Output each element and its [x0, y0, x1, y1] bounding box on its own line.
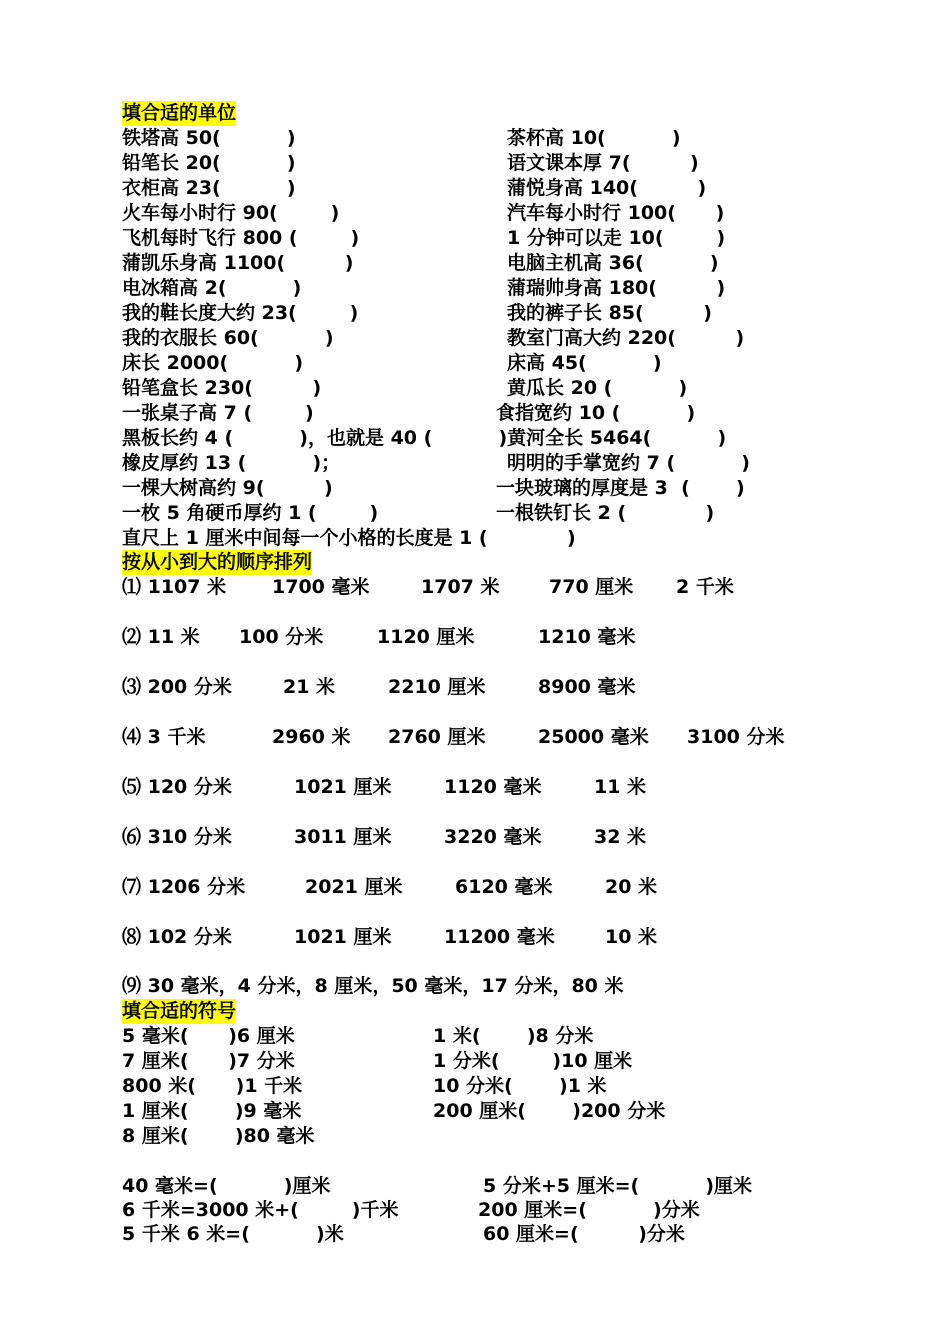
question-line: 5 毫米( )6 厘米 [122, 1025, 295, 1047]
ordering-item: 1021 厘米 [294, 776, 392, 798]
section-title-ordering: 按从小到大的顺序排列 [122, 551, 313, 573]
ordering-item: 8900 毫米 [538, 676, 636, 698]
ordering-item: 2 千米 [676, 576, 734, 598]
question-line: 蒲悦身高 140( ) [507, 177, 707, 199]
section-title-units: 填合适的单位 [122, 102, 237, 124]
question-line: 直尺上 1 厘米中间每一个小格的长度是 1 ( ) [122, 527, 576, 549]
question-line: 飞机每时飞行 800 ( ) [122, 227, 360, 249]
ordering-item: 100 分米 [239, 626, 324, 648]
question-line: 8 厘米( )80 毫米 [122, 1125, 315, 1147]
question-line: 火车每小时行 90( ) [122, 202, 340, 224]
ordering-row: ⑼ 30 毫米，4 分米，8 厘米，50 毫米，17 分米，80 米 [122, 975, 624, 997]
question-line: 我的鞋长度大约 23( ) [122, 302, 359, 324]
ordering-item: 1707 米 [421, 576, 500, 598]
question-line: 床长 2000( ) [122, 352, 304, 374]
ordering-item: ⑹ 310 分米 [122, 826, 232, 848]
question-line: 铁塔高 50( ) [122, 127, 296, 149]
ordering-item: 1120 厘米 [377, 626, 475, 648]
question-line: 床高 45( ) [507, 352, 662, 374]
ordering-item: ⑵ 11 米 [122, 626, 200, 648]
question-line: 黄瓜长 20 ( ) [507, 377, 688, 399]
ordering-item: 10 米 [605, 926, 658, 948]
ordering-item: ⑻ 102 分米 [122, 926, 232, 948]
ordering-item: ⑺ 1206 分米 [122, 876, 246, 898]
question-line: 200 厘米( )200 分米 [433, 1100, 666, 1122]
question-line: 200 厘米=( )分米 [478, 1199, 700, 1221]
question-line: 衣柜高 23( ) [122, 177, 296, 199]
question-line: 铅笔盒长 230( ) [122, 377, 322, 399]
question-line: 铅笔长 20( ) [122, 152, 296, 174]
question-line: 橡皮厚约 13 ( )； [122, 452, 341, 474]
ordering-item: 770 厘米 [549, 576, 634, 598]
ordering-item: 1021 厘米 [294, 926, 392, 948]
question-line: 10 分米( )1 米 [433, 1075, 607, 1097]
question-line: 6 千米=3000 米+( )千米 [122, 1199, 399, 1221]
ordering-item: 32 米 [594, 826, 647, 848]
question-line: 1 米( )8 分米 [433, 1025, 594, 1047]
question-line: 一根铁钉长 2 ( ) [496, 502, 715, 524]
question-line: 蒲瑞帅身高 180( ) [507, 277, 726, 299]
question-line: 食指宽约 10 ( ) [496, 402, 696, 424]
question-line: 语文课本厚 7( ) [507, 152, 699, 174]
question-line: 1 厘米( )9 毫米 [122, 1100, 302, 1122]
ordering-item: 6120 毫米 [455, 876, 553, 898]
ordering-item: 1700 毫米 [272, 576, 370, 598]
ordering-item: 2760 厘米 [388, 726, 486, 748]
ordering-item: ⑷ 3 千米 [122, 726, 206, 748]
question-line: 40 毫米=( )厘米 [122, 1175, 331, 1197]
ordering-item: 2021 厘米 [305, 876, 403, 898]
question-line: 1 分米( )10 厘米 [433, 1050, 633, 1072]
section-title-symbols: 填合适的符号 [122, 1000, 237, 1022]
ordering-item: 21 米 [283, 676, 336, 698]
ordering-item: 3100 分米 [687, 726, 785, 748]
ordering-item: 1210 毫米 [538, 626, 636, 648]
question-line: 教室门高大约 220( ) [507, 327, 745, 349]
ordering-item: 11200 毫米 [444, 926, 555, 948]
ordering-item: 3011 厘米 [294, 826, 392, 848]
question-line: 800 米( )1 千米 [122, 1075, 303, 1097]
question-line: 我的裤子长 85( ) [507, 302, 712, 324]
question-line: 7 厘米( )7 分米 [122, 1050, 295, 1072]
question-line: 我的衣服长 60( ) [122, 327, 334, 349]
question-line: 茶杯高 10( ) [507, 127, 681, 149]
ordering-item: 20 米 [605, 876, 658, 898]
ordering-item: ⑴ 1107 米 [122, 576, 227, 598]
ordering-item: 3220 毫米 [444, 826, 542, 848]
ordering-item: 2210 厘米 [388, 676, 486, 698]
question-line: 1 分钟可以走 10( ) [507, 227, 726, 249]
ordering-item: 25000 毫米 [538, 726, 649, 748]
ordering-item: ⑸ 120 分米 [122, 776, 232, 798]
ordering-item: ⑶ 200 分米 [122, 676, 232, 698]
question-line: 5 分米+5 厘米=( )厘米 [483, 1175, 753, 1197]
question-line: 一块玻璃的厚度是 3 ( ) [496, 477, 745, 499]
question-line: 黑板长约 4 ( )，也就是 40 ( )黄河全长 5464( ) [122, 427, 727, 449]
ordering-item: 1120 毫米 [444, 776, 542, 798]
question-line: 5 千米 6 米=( )米 [122, 1223, 344, 1245]
question-line: 一张桌子高 7 ( ) [122, 402, 314, 424]
question-line: 明明的手掌宽约 7 ( ) [507, 452, 750, 474]
question-line: 汽车每小时行 100( ) [507, 202, 725, 224]
question-line: 电脑主机高 36( ) [507, 252, 719, 274]
ordering-item: 2960 米 [272, 726, 351, 748]
ordering-item: 11 米 [594, 776, 647, 798]
question-line: 一枚 5 角硬币厚约 1 ( ) [122, 502, 379, 524]
question-line: 60 厘米=( )分米 [483, 1223, 685, 1245]
question-line: 电冰箱高 2( ) [122, 277, 302, 299]
question-line: 蒲凯乐身高 1100( ) [122, 252, 354, 274]
question-line: 一棵大树高约 9( ) [122, 477, 333, 499]
